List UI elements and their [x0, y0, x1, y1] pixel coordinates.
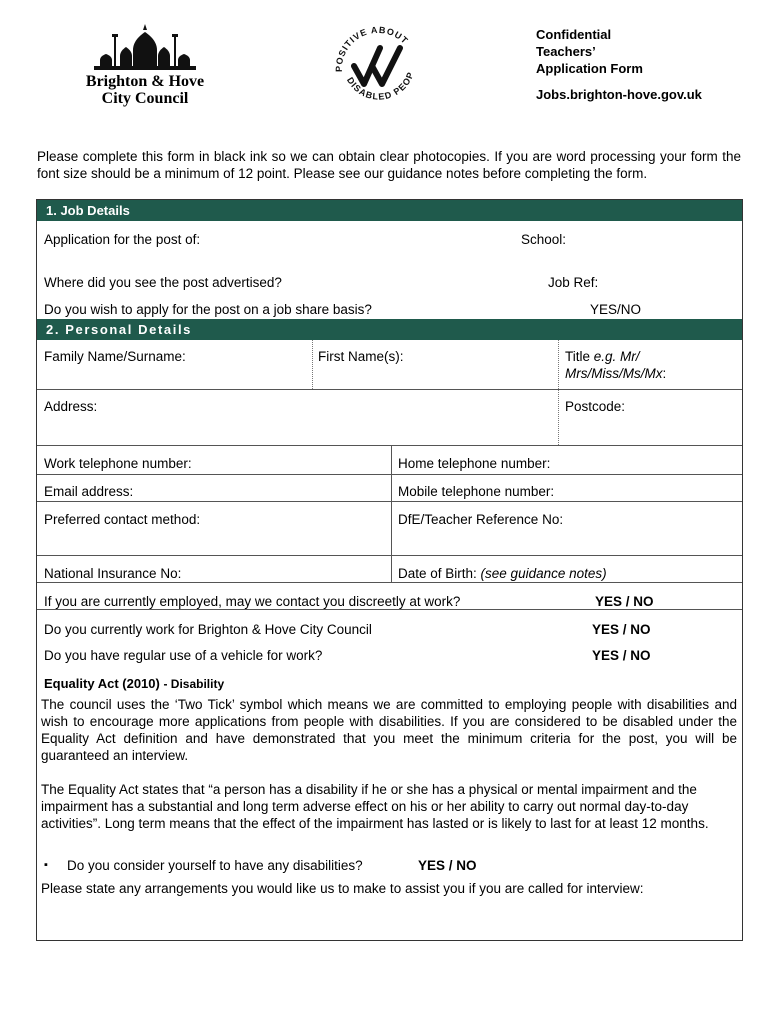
mobile-label: Mobile telephone number: — [398, 484, 555, 499]
work-phone-label: Work telephone number: — [44, 456, 192, 471]
title-application-form: Application Form — [536, 61, 643, 76]
divider — [37, 474, 742, 475]
two-tick-paragraph: The council uses the ‘Two Tick’ symbol which means we are committed to employing people with disabilities and wish to encourage more applications from people with disabilities. If you are considered to be disabled under the Equality Act definition and have demonstrated that you meet the minimum criteria for the post, you will be guaranteed an interview. — [41, 697, 737, 763]
bhcc-employee-options[interactable]: YES / NO — [592, 622, 651, 637]
email-label: Email address: — [44, 484, 134, 499]
ni-number-label: National Insurance No: — [44, 566, 182, 581]
divider — [37, 501, 742, 502]
dfe-reference-label: DfE/Teacher Reference No: — [398, 512, 564, 527]
two-tick-logo — [328, 26, 428, 106]
contact-method-label: Preferred contact method: — [44, 512, 201, 527]
job-share-label: Do you wish to apply for the post on a job share basis? — [44, 302, 372, 317]
disability-options[interactable]: YES / NO — [418, 858, 477, 873]
equality-act-paragraph: The Equality Act states that “a person has a disability if he or she has a physical or mental impairment and the impairment has a substantial and long term adverse effect on his or her ability to carry out normal day-to-day activities”. Long term means that the effect of the impairment has lasted or is likely to last for at least 12 months. — [41, 782, 709, 831]
council-name-line1: Brighton & Hove — [85, 73, 205, 90]
title-label: Title e.g. Mr/ Mrs/Miss/Ms/Mx: — [565, 349, 667, 381]
contact-at-work-question: If you are currently employed, may we contact you discreetly at work? — [44, 594, 461, 609]
divider — [37, 555, 742, 556]
first-name-label: First Name(s): — [318, 349, 404, 364]
bhcc-employee-question: Do you currently work for Brighton & Hove City Council — [44, 622, 372, 637]
divider — [37, 582, 742, 583]
home-phone-label: Home telephone number: — [398, 456, 551, 471]
divider — [37, 389, 742, 390]
divider — [37, 609, 742, 610]
form-title-block — [536, 26, 702, 103]
title-confidential: Confidential — [536, 27, 612, 42]
two-tick-icon — [354, 48, 400, 84]
post-label: Application for the post of: — [44, 232, 201, 247]
two-tick-bottom-text: DISABLED PEOP — [344, 70, 416, 102]
school-label: School: — [521, 232, 567, 247]
two-tick-top-text: POSITIVE ABOUT — [333, 26, 411, 73]
section-personal-details-header: 2. Personal Details — [37, 319, 742, 340]
dob-label: Date of Birth: (see guidance notes) — [398, 566, 607, 581]
pavilion-icon — [92, 22, 198, 72]
divider — [558, 340, 559, 445]
jobs-website-link[interactable]: Jobs.brighton-hove.gov.uk — [536, 87, 702, 102]
council-name-line2: City Council — [101, 90, 189, 107]
title-teachers: Teachers’ — [536, 44, 596, 59]
disability-question: Do you consider yourself to have any disabilities? — [67, 858, 363, 873]
arrangements-label: Please state any arrangements you would like us to make to assist you if you are called for interview: — [41, 881, 644, 896]
application-form — [36, 199, 743, 941]
divider — [37, 445, 742, 446]
intro-text: Please complete this form in black ink so we can obtain clear photocopies. If you are word processing your form the font size should be a minimum of 12 point. Please see our guidance notes before completing the form. — [37, 149, 741, 181]
advertised-label: Where did you see the post advertised? — [44, 275, 282, 290]
postcode-label: Postcode: — [565, 399, 626, 414]
equality-act-heading: Equality Act (2010) - Disability — [44, 676, 225, 691]
divider — [391, 445, 392, 582]
job-share-options[interactable]: YES/NO — [590, 302, 642, 317]
surname-label: Family Name/Surname: — [44, 349, 186, 364]
section-job-details-header: 1. Job Details — [37, 200, 742, 221]
job-ref-label: Job Ref: — [548, 275, 599, 290]
vehicle-options[interactable]: YES / NO — [592, 648, 651, 663]
contact-at-work-options[interactable]: YES / NO — [595, 594, 654, 609]
bullet-icon: ▪ — [44, 859, 48, 871]
divider — [312, 340, 313, 389]
vehicle-question: Do you have regular use of a vehicle for work? — [44, 648, 323, 663]
address-label: Address: — [44, 399, 98, 414]
council-logo — [70, 22, 220, 112]
